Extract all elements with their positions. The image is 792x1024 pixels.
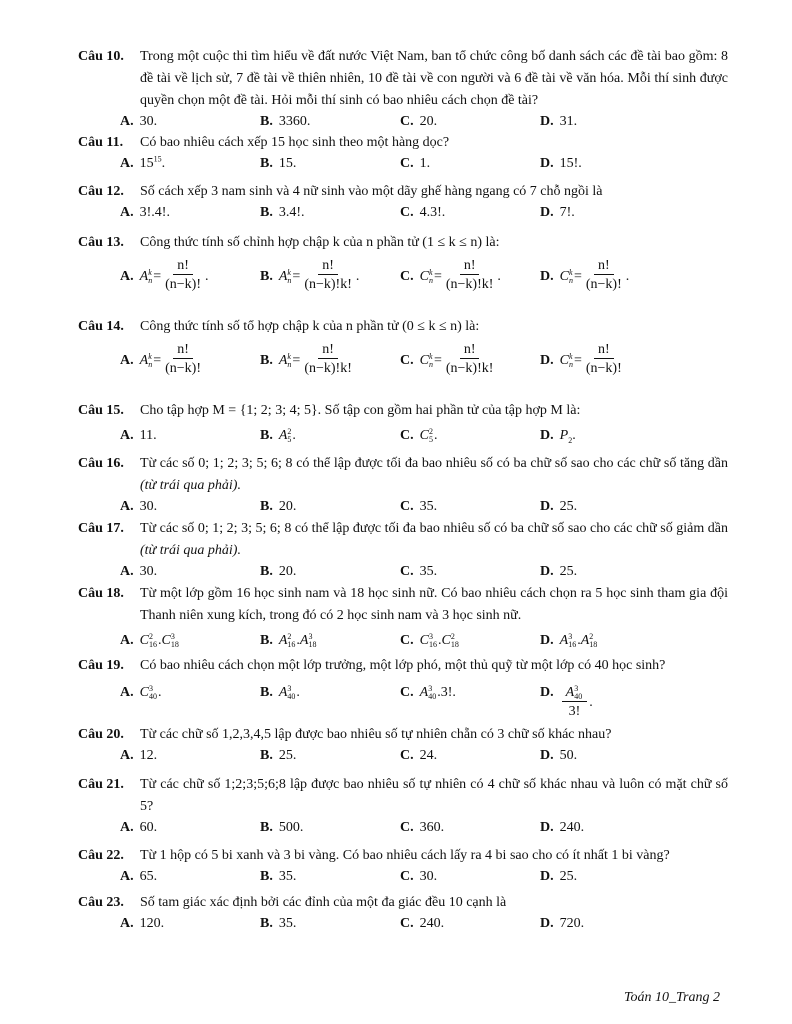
question-18 [78, 583, 728, 651]
option-a: A. 12. [120, 748, 158, 763]
question-number: Câu 19. [78, 658, 124, 673]
option-c: C. 240. [400, 916, 445, 931]
question-text: Công thức tính số tổ hợp chập k của n phần tử (0 ≤ k ≤ n) là: [140, 319, 480, 334]
option-c: C. 20. [400, 114, 438, 129]
option-d: D. 25. [540, 564, 578, 579]
option-d: D. A 3 16 .A 2 18 [540, 631, 598, 649]
option-d: D. 7!. [540, 205, 575, 220]
option-d: D. 15!. [540, 156, 582, 171]
question-number: Câu 15. [78, 403, 124, 418]
question-number: Câu 11. [78, 135, 124, 150]
option-c: C. 35. [400, 564, 438, 579]
option-d: D. A 3 40 3! . [540, 683, 593, 719]
question-21 [78, 774, 728, 838]
option-b: B. 20. [260, 564, 297, 579]
option-c: C. 4.3!. [400, 205, 446, 220]
question-text: Từ các số 0; 1; 2; 3; 5; 6; 8 có thể lập được tối đa bao nhiêu số có ba chữ số sao cho các chữ số tăng dần [140, 456, 728, 471]
question-number: Câu 23. [78, 895, 124, 910]
question-10 [78, 46, 728, 132]
question-text: Cho tập hợp M = {1; 2; 3; 4; 5}. Số tập con gồm hai phần tử của tập hợp M là: [140, 403, 581, 418]
option-a: A. 11. [120, 428, 157, 443]
question-text: Từ các chữ số 1;2;3;5;6;8 lập được bao nhiêu số tự nhiên có 4 chữ số khác nhau và luôn có mặt chữ số 5? [140, 777, 728, 814]
option-b: B. A 3 40 . [260, 683, 300, 701]
option-d: D. 240. [540, 820, 585, 835]
option-c: C. 360. [400, 820, 445, 835]
question-note: (từ trái qua phải). [140, 543, 241, 558]
question-16 [78, 453, 728, 517]
question-text: Từ các chữ số 1,2,3,4,5 lập được bao nhiêu số tự nhiên chẵn có 3 chữ số khác nhau? [140, 727, 612, 742]
option-c: C. C 3 16 .C 2 18 [400, 631, 459, 649]
option-b: B. 500. [260, 820, 304, 835]
question-15 [78, 400, 728, 446]
option-a: A. C 3 40 . [120, 683, 162, 701]
option-a: A. 120. [120, 916, 165, 931]
option-d: D. 50. [540, 748, 578, 763]
option-c: C. C k n = n! (n−k)!k! . [400, 258, 501, 292]
option-d: D. $P_2$. [540, 428, 576, 445]
option-d: D. 31. [540, 114, 578, 129]
question-13 [78, 232, 728, 295]
option-c: C. A 3 40 .3!. [400, 683, 456, 701]
question-number: Câu 20. [78, 727, 124, 742]
question-text: Có bao nhiêu cách chọn một lớp trưởng, một lớp phó, một thủ quỹ từ một lớp có 40 học sinh? [140, 658, 666, 673]
option-b: B. A 2 5 . [260, 426, 296, 444]
option-b: B. 15. [260, 156, 297, 171]
option-c: C. C k n = n! (n−k)!k! [400, 342, 494, 376]
option-c: C. 1. [400, 156, 431, 171]
option-c: C. 30. [400, 869, 438, 884]
page-footer: Toán 10_Trang 2 [624, 990, 720, 1005]
question-number: Câu 16. [78, 456, 124, 471]
question-number: Câu 10. [78, 49, 124, 64]
option-c: C. C 2 5 . [400, 426, 438, 444]
question-note: (từ trái qua phải). [140, 478, 241, 493]
option-a: A. 3!.4!. [120, 205, 170, 220]
option-b: B. A k n = n! (n−k)!k! [260, 342, 352, 376]
option-a: A. $15^{15}$. [120, 154, 166, 171]
question-text: Từ các số 0; 1; 2; 3; 5; 6; 8 có thể lập được tối đa bao nhiêu số có ba chữ số sao cho các chữ số giảm dần [140, 521, 728, 536]
question-number: Câu 13. [78, 235, 124, 250]
option-c: C. 24. [400, 748, 438, 763]
option-a: A. 65. [120, 869, 158, 884]
question-17 [78, 518, 728, 582]
question-22 [78, 845, 728, 887]
question-text: Số tam giác xác định bởi các đỉnh của một đa giác đều 10 cạnh là [140, 895, 507, 910]
question-number: Câu 22. [78, 848, 124, 863]
option-a: A. 60. [120, 820, 158, 835]
option-a: A. A k n = n! (n−k)! [120, 342, 201, 376]
option-b: B. A k n = n! (n−k)!k! . [260, 258, 360, 292]
question-text: Có bao nhiêu cách xếp 15 học sinh theo một hàng dọc? [140, 135, 450, 150]
option-a: A. A k n = n! (n−k)! . [120, 258, 209, 292]
question-number: Câu 17. [78, 521, 124, 536]
option-d: D. 25. [540, 499, 578, 514]
option-b: B. 35. [260, 869, 297, 884]
question-text: Trong một cuộc thi tìm hiểu về đất nước Việt Nam, ban tổ chức công bố danh sách các đề tài bao gồm: 8 đề tài về lịch sử, 7 đề tài về thiên nhiên, 10 đề tài về con người và 6 đề tài về văn hóa. Mỗi thí sinh được quyền chọn một đề tài. Hỏi mỗi thí sinh có bao nhiêu cách chọn đề tài? [140, 49, 728, 108]
option-d: D. 720. [540, 916, 585, 931]
option-b: B. 3360. [260, 114, 311, 129]
question-text: Từ 1 hộp có 5 bi xanh và 3 bi vàng. Có bao nhiêu cách lấy ra 4 bi sao cho có ít nhất 1 bi vàng? [140, 848, 670, 863]
question-23 [78, 892, 728, 934]
option-b: B. 25. [260, 748, 297, 763]
question-text: Từ một lớp gồm 16 học sinh nam và 18 học sinh nữ. Có bao nhiêu cách chọn ra 5 học sinh tham gia đội Thanh niên xung kích, trong đó có 2 học sinh nam và 3 học sinh nữ. [140, 586, 728, 623]
option-d: D. 25. [540, 869, 578, 884]
question-text: Công thức tính số chỉnh hợp chập k của n phần tử (1 ≤ k ≤ n) là: [140, 235, 500, 250]
question-number: Câu 12. [78, 184, 124, 199]
question-20 [78, 724, 728, 766]
question-14 [78, 316, 728, 379]
option-b: B. 20. [260, 499, 297, 514]
question-12 [78, 181, 728, 223]
option-a: A. 30. [120, 114, 158, 129]
option-c: C. 35. [400, 499, 438, 514]
question-text: Số cách xếp 3 nam sinh và 4 nữ sinh vào một dãy ghế hàng ngang có 7 chỗ ngồi là [140, 184, 603, 199]
question-number: Câu 18. [78, 586, 124, 601]
question-11 [78, 132, 728, 174]
option-d: D. C k n = n! (n−k)! [540, 342, 622, 376]
question-number: Câu 14. [78, 319, 124, 334]
option-a: A. 30. [120, 499, 158, 514]
option-a: A. C 2 16 .C 3 18 [120, 631, 179, 649]
question-number: Câu 21. [78, 777, 124, 792]
option-b: B. A 2 16 .A 3 18 [260, 631, 317, 649]
option-b: B. 35. [260, 916, 297, 931]
option-d: D. C k n = n! (n−k)! . [540, 258, 630, 292]
option-a: A. 30. [120, 564, 158, 579]
question-19 [78, 655, 728, 722]
option-b: B. 3.4!. [260, 205, 305, 220]
